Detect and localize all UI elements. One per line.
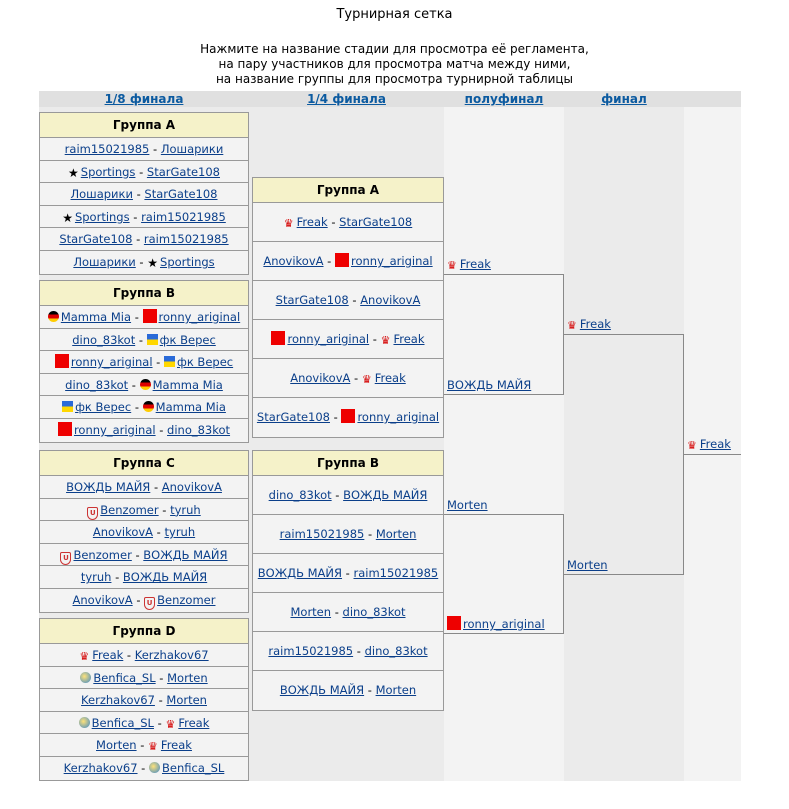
- stage-header-quarter: [249, 91, 444, 107]
- separator: -: [350, 371, 362, 385]
- match-row[interactable]: [40, 374, 248, 397]
- player-link[interactable]: dino_83kot: [65, 377, 129, 392]
- match-row[interactable]: [40, 306, 248, 329]
- separator: -: [342, 566, 354, 580]
- separator: -: [364, 683, 376, 697]
- player-link[interactable]: tyruh: [170, 502, 201, 517]
- stage-link-quarter[interactable]: 1/4 финала: [307, 92, 386, 106]
- separator: -: [369, 332, 381, 346]
- match-row[interactable]: [253, 359, 443, 398]
- player-link[interactable]: Morten: [166, 693, 207, 708]
- player-link[interactable]: AnovikovA: [92, 525, 154, 540]
- ball-icon: [80, 672, 91, 683]
- player-link[interactable]: Sportings: [160, 254, 215, 269]
- group-title[interactable]: Группа A: [40, 113, 248, 138]
- flag-icon: [48, 311, 59, 322]
- separator: -: [152, 355, 164, 370]
- match-row[interactable]: [253, 671, 443, 710]
- ball-icon: [79, 717, 90, 728]
- separator: -: [364, 527, 376, 541]
- separator: -: [154, 693, 167, 708]
- bracket-line: [684, 454, 741, 455]
- bracket-line: [444, 274, 564, 275]
- flag-icon: [62, 401, 73, 412]
- flag-icon: [164, 356, 175, 367]
- match-row[interactable]: [40, 521, 248, 544]
- flag-icon: [147, 334, 158, 345]
- match-row[interactable]: [40, 689, 248, 712]
- player-link[interactable]: AnovikovA: [161, 480, 222, 494]
- match-row[interactable]: [253, 632, 443, 671]
- player-link[interactable]: Morten: [375, 527, 417, 541]
- group-table: [252, 177, 444, 438]
- player-link[interactable]: dino_83kot: [72, 332, 136, 347]
- shield-icon: U: [87, 507, 98, 520]
- star-icon: ★: [68, 165, 79, 180]
- stage-link-semifinal[interactable]: полуфинал: [464, 92, 544, 106]
- player-link[interactable]: Freak: [160, 738, 192, 753]
- group-title[interactable]: Группа B: [40, 281, 248, 306]
- match-row[interactable]: [253, 515, 443, 554]
- bracket-line: [564, 334, 684, 335]
- player-link[interactable]: ronny_ariginal: [73, 422, 156, 437]
- match-row[interactable]: [40, 138, 248, 161]
- player-link[interactable]: ВОЖДЬ МАЙЯ: [343, 488, 428, 502]
- match-row[interactable]: [40, 329, 248, 352]
- match-row[interactable]: [40, 351, 248, 374]
- instruction-line-1: Нажмите на название стадии для просмотра её регламента,: [200, 42, 589, 56]
- player-link[interactable]: StarGate108: [59, 232, 133, 247]
- player-link[interactable]: AnovikovA: [360, 293, 421, 307]
- match-row[interactable]: [40, 419, 248, 442]
- match-row[interactable]: [253, 476, 443, 515]
- crown-icon: ♛: [148, 740, 158, 754]
- separator: -: [155, 670, 168, 685]
- stage-header-winner: [684, 91, 741, 107]
- player-link[interactable]: Freak: [374, 371, 406, 385]
- match-row[interactable]: [40, 589, 248, 612]
- player-link[interactable]: ВОЖДЬ МАЙЯ: [143, 547, 228, 562]
- player-link[interactable]: Лошарики: [160, 142, 224, 156]
- separator: -: [353, 644, 365, 658]
- separator: -: [153, 525, 165, 540]
- match-row[interactable]: [40, 499, 248, 522]
- crown-icon: ♛: [447, 259, 457, 272]
- player-link[interactable]: raim15021985: [143, 232, 229, 247]
- separator: -: [123, 648, 135, 662]
- column-semifinal: [444, 91, 564, 781]
- player-link[interactable]: dino_83kot: [364, 644, 428, 658]
- bracket-line: [444, 394, 564, 395]
- match-row[interactable]: [40, 476, 248, 499]
- bracket-line: [564, 574, 684, 575]
- instructions: [0, 42, 789, 87]
- crown-icon: ♛: [79, 650, 90, 663]
- player-link[interactable]: ronny_ariginal: [350, 254, 433, 268]
- match-row[interactable]: [40, 644, 248, 667]
- player-link[interactable]: Kerzhakov67: [134, 648, 209, 662]
- group-table: [252, 450, 444, 711]
- player-link[interactable]: ВОЖДЬ МАЙЯ: [122, 570, 208, 585]
- group-title[interactable]: Группа C: [40, 451, 248, 476]
- stage-link-final[interactable]: финал: [601, 92, 647, 106]
- crown-icon: ♛: [165, 717, 176, 731]
- separator: -: [129, 209, 142, 224]
- red-square-icon: [143, 309, 157, 323]
- player-link[interactable]: Benfica_SL: [162, 760, 225, 775]
- separator: -: [331, 605, 343, 619]
- player-link[interactable]: ВОЖДЬ МАЙЯ: [66, 480, 151, 494]
- instruction-line-3: на название группы для просмотра турнирной таблицы: [215, 72, 574, 86]
- separator: -: [132, 592, 145, 607]
- instruction-line-2: на пару участников для просмотра матча между ними,: [218, 57, 571, 71]
- match-row[interactable]: [253, 242, 443, 281]
- player-link[interactable]: tyruh: [80, 570, 112, 585]
- separator: -: [331, 488, 344, 502]
- player-link[interactable]: Sportings: [80, 164, 136, 179]
- group-title[interactable]: Группа A: [253, 178, 443, 203]
- separator: -: [323, 254, 335, 268]
- player-link[interactable]: Kerzhakov67: [81, 693, 155, 708]
- player-link[interactable]: StarGate108: [144, 187, 218, 202]
- player-link[interactable]: AnovikovA: [72, 592, 133, 607]
- player-link[interactable]: Лошарики: [73, 254, 136, 269]
- stage-header-final: [564, 91, 684, 107]
- separator: -: [132, 187, 145, 202]
- player-link[interactable]: ВОЖДЬ МАЙЯ: [257, 566, 343, 580]
- player-link[interactable]: Benfica_SL: [91, 715, 154, 730]
- player-link[interactable]: ВОЖДЬ МАЙЯ: [279, 683, 365, 697]
- player-link[interactable]: фк Верес: [75, 400, 132, 415]
- red-square-icon: [55, 354, 69, 368]
- stage-header-semifinal: [444, 91, 564, 107]
- group-table: [39, 112, 249, 275]
- red-square-icon: [447, 616, 461, 630]
- bracket-line: [444, 633, 564, 634]
- player-link[interactable]: raim15021985: [141, 209, 226, 224]
- separator: -: [150, 480, 162, 494]
- separator: -: [131, 400, 143, 415]
- red-square-icon: [271, 331, 285, 345]
- player-link[interactable]: Mamma Mia: [60, 310, 132, 324]
- separator: -: [131, 310, 143, 324]
- separator: -: [132, 232, 144, 247]
- match-row[interactable]: [253, 398, 443, 437]
- player-link[interactable]: ronny_ariginal: [158, 310, 241, 324]
- match-row[interactable]: [40, 667, 248, 690]
- separator: -: [136, 738, 149, 753]
- player-link[interactable]: ronny_ariginal: [287, 332, 370, 346]
- player-link[interactable]: dino_83kot: [167, 422, 231, 437]
- match-row[interactable]: [40, 712, 248, 735]
- player-link[interactable]: StarGate108: [339, 215, 413, 229]
- match-row[interactable]: [40, 757, 248, 780]
- red-square-icon: [341, 409, 355, 423]
- shield-icon: U: [60, 552, 71, 565]
- page-title: Турнирная сетка: [336, 7, 453, 22]
- player-link[interactable]: StarGate108: [146, 164, 220, 179]
- player-link[interactable]: Benfica_SL: [93, 670, 156, 685]
- match-row[interactable]: [253, 554, 443, 593]
- separator: -: [135, 332, 147, 347]
- player-link[interactable]: AnovikovA: [290, 371, 351, 385]
- separator: -: [149, 142, 161, 156]
- match-row[interactable]: [40, 251, 248, 274]
- player-link[interactable]: Freak: [92, 648, 124, 662]
- player-link[interactable]: Kerzhakov67: [63, 760, 138, 775]
- separator: -: [128, 377, 140, 392]
- player-link[interactable]: Sportings: [74, 209, 130, 224]
- separator: -: [155, 422, 168, 437]
- player-link[interactable]: raim15021985: [268, 644, 354, 658]
- group-title[interactable]: Группа D: [40, 619, 248, 644]
- separator: -: [131, 547, 144, 562]
- player-link[interactable]: raim15021985: [353, 566, 439, 580]
- match-row[interactable]: [40, 228, 248, 251]
- player-link[interactable]: фк Верес: [159, 332, 216, 347]
- bracket-line: [444, 514, 564, 515]
- player-link[interactable]: Лошарики: [70, 187, 133, 202]
- match-row[interactable]: [40, 544, 248, 567]
- column-final: [564, 91, 684, 781]
- player-link[interactable]: AnovikovA: [263, 254, 324, 268]
- player-link[interactable]: tyruh: [164, 525, 196, 540]
- player-link[interactable]: Benzomer: [157, 592, 216, 607]
- player-link[interactable]: ronny_ariginal: [357, 410, 440, 424]
- match-row[interactable]: [253, 593, 443, 632]
- final-slot-2[interactable]: Morten: [567, 558, 608, 572]
- crown-icon: ♛: [687, 439, 697, 452]
- separator: -: [348, 293, 361, 307]
- ball-icon: [149, 762, 160, 773]
- stage-header-round16: [39, 91, 249, 107]
- match-row[interactable]: [253, 203, 443, 242]
- group-table: [39, 280, 249, 443]
- player-link[interactable]: Freak: [178, 715, 210, 730]
- player-link[interactable]: Morten: [290, 605, 332, 619]
- match-row[interactable]: [253, 281, 443, 320]
- match-row[interactable]: [40, 566, 248, 589]
- winner-slot[interactable]: ♛ Freak: [687, 437, 731, 452]
- player-link[interactable]: Morten: [375, 683, 417, 697]
- separator: -: [327, 215, 340, 229]
- star-icon: ★: [147, 255, 159, 270]
- semifinal-slot-1[interactable]: ♛ Freak: [447, 257, 491, 272]
- player-link[interactable]: StarGate108: [256, 410, 330, 424]
- match-row[interactable]: [40, 161, 248, 184]
- group-table: [39, 450, 249, 613]
- player-link[interactable]: raim15021985: [279, 527, 365, 541]
- player-link[interactable]: Morten: [167, 670, 208, 685]
- group-table: [39, 618, 249, 781]
- red-square-icon: [58, 422, 72, 436]
- separator: -: [153, 715, 166, 730]
- player-link[interactable]: dino_83kot: [342, 605, 406, 619]
- match-row[interactable]: [40, 734, 248, 757]
- player-link[interactable]: Morten: [96, 738, 137, 753]
- player-link[interactable]: ronny_ariginal: [70, 355, 153, 370]
- separator: -: [158, 502, 171, 517]
- player-link[interactable]: Freak: [393, 332, 425, 346]
- player-link[interactable]: StarGate108: [275, 293, 349, 307]
- match-row[interactable]: [253, 320, 443, 359]
- group-title[interactable]: Группа B: [253, 451, 443, 476]
- star-icon: ★: [62, 210, 73, 225]
- player-link[interactable]: Mamma Mia: [155, 400, 226, 415]
- column-winner: [684, 91, 741, 781]
- final-slot-1[interactable]: ♛ Freak: [567, 317, 611, 332]
- match-row[interactable]: [40, 396, 248, 419]
- player-link[interactable]: dino_83kot: [268, 488, 332, 502]
- player-link[interactable]: Benzomer: [100, 502, 159, 517]
- player-link[interactable]: фк Верес: [177, 355, 234, 370]
- separator: -: [137, 760, 149, 775]
- red-square-icon: [335, 253, 349, 267]
- crown-icon: ♛: [283, 217, 294, 230]
- semifinal-slot-3[interactable]: Morten: [447, 498, 488, 512]
- player-link[interactable]: raim15021985: [64, 142, 150, 156]
- crown-icon: ♛: [567, 319, 577, 332]
- semifinal-slot-2[interactable]: ВОЖДЬ МАЙЯ: [447, 378, 532, 392]
- player-link[interactable]: Mamma Mia: [152, 377, 223, 392]
- separator: -: [135, 164, 147, 179]
- semifinal-slot-4[interactable]: ronny_ariginal: [447, 616, 545, 631]
- match-row[interactable]: [40, 206, 248, 229]
- separator: -: [329, 410, 342, 424]
- separator: -: [135, 254, 148, 269]
- shield-icon: U: [144, 597, 155, 610]
- crown-icon: ♛: [380, 334, 391, 347]
- player-link[interactable]: Freak: [296, 215, 328, 229]
- stage-link-round16[interactable]: 1/8 финала: [104, 92, 184, 106]
- crown-icon: ♛: [361, 373, 372, 386]
- flag-icon: [143, 401, 154, 412]
- flag-icon: [140, 379, 151, 390]
- match-row[interactable]: [40, 183, 248, 206]
- separator: -: [111, 570, 123, 585]
- player-link[interactable]: Benzomer: [73, 547, 132, 562]
